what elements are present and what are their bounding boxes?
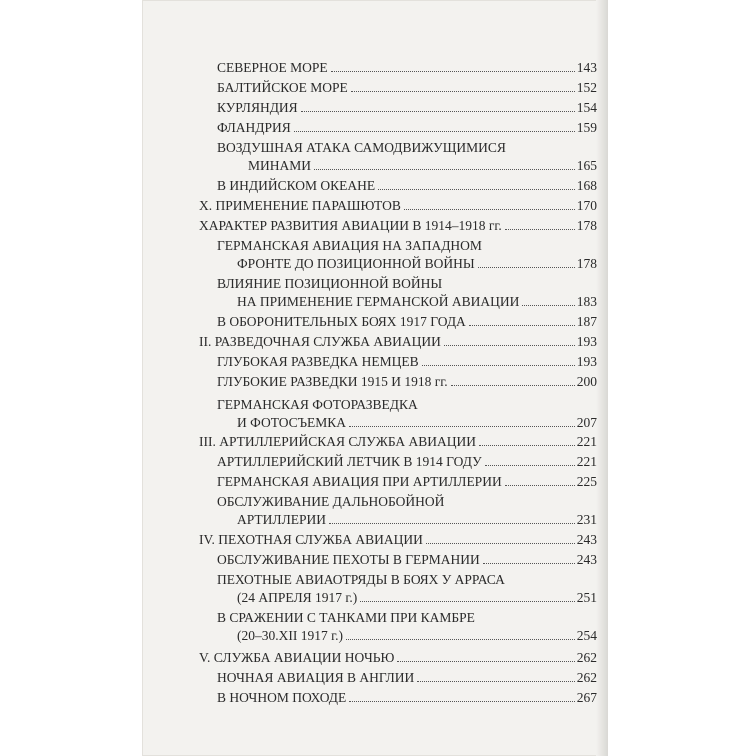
toc-page-number: 262 — [576, 650, 597, 665]
leader-dots — [404, 209, 575, 210]
leader-dots — [417, 681, 574, 682]
toc-title: СЕВЕРНОЕ МОРЕ — [217, 60, 328, 75]
toc-page-number: 183 — [576, 294, 597, 309]
leader-dots — [426, 543, 575, 544]
toc-title-line1: В СРАЖЕНИИ С ТАНКАМИ ПРИ КАМБРЕ — [217, 610, 475, 625]
toc-entry — [217, 551, 597, 569]
leader-dots — [294, 131, 575, 132]
toc-entry — [217, 237, 597, 273]
leader-dots — [469, 325, 575, 326]
toc-entry — [217, 669, 597, 687]
toc-title: НОЧНАЯ АВИАЦИЯ В АНГЛИИ — [217, 670, 415, 685]
toc-page-number: 267 — [576, 690, 597, 705]
toc-page-number: 221 — [576, 454, 597, 469]
toc-title: (20–30.XII 1917 г.) — [237, 628, 343, 643]
toc-page-number: 159 — [576, 120, 597, 135]
toc-title-line1: ОБСЛУЖИВАНИЕ ДАЛЬНОБОЙНОЙ — [217, 494, 445, 509]
leader-dots — [444, 345, 575, 346]
toc-title: (24 АПРЕЛЯ 1917 г.) — [237, 590, 358, 605]
toc-entry — [199, 197, 597, 215]
toc-title: В НОЧНОМ ПОХОДЕ — [217, 690, 347, 705]
leader-dots — [485, 465, 575, 466]
toc-page-number: 165 — [576, 158, 597, 173]
toc-title: III. АРТИЛЛЕРИЙСКАЯ СЛУЖБА АВИАЦИИ — [199, 434, 477, 449]
toc-title: В ОБОРОНИТЕЛЬНЫХ БОЯХ 1917 ГОДА — [217, 314, 466, 329]
leader-dots — [483, 563, 575, 564]
toc-page-number: 254 — [576, 628, 597, 643]
toc-title: МИНАМИ — [248, 158, 312, 173]
toc-page-number: 193 — [576, 334, 597, 349]
toc-title-line1: ПЕХОТНЫЕ АВИАОТРЯДЫ В БОЯХ У АРРАСА — [217, 572, 505, 587]
leader-dots — [478, 267, 575, 268]
toc-page-number: 143 — [576, 60, 597, 75]
leader-dots — [329, 523, 575, 524]
leader-dots — [479, 445, 575, 446]
leader-dots — [397, 661, 574, 662]
toc-title-line1: ВЛИЯНИЕ ПОЗИЦИОННОЙ ВОЙНЫ — [217, 276, 443, 291]
leader-dots — [301, 111, 575, 112]
toc-entry — [217, 313, 597, 331]
toc-entry — [217, 275, 597, 311]
toc-title: ГЕРМАНСКАЯ АВИАЦИЯ ПРИ АРТИЛЛЕРИИ — [217, 474, 502, 489]
toc-page-number: 154 — [576, 100, 597, 115]
toc-title: X. ПРИМЕНЕНИЕ ПАРАШЮТОВ — [199, 198, 401, 213]
toc-title: ОБСЛУЖИВАНИЕ ПЕХОТЫ В ГЕРМАНИИ — [217, 552, 480, 567]
toc-title-line1: ГЕРМАНСКАЯ ФОТОРАЗВЕДКА — [217, 397, 418, 412]
toc-title: ГЛУБОКИЕ РАЗВЕДКИ 1915 И 1918 гг. — [217, 374, 448, 389]
toc-entry — [217, 353, 597, 371]
toc-page-number: 168 — [576, 178, 597, 193]
toc-entry — [217, 473, 597, 491]
toc-page-number: 178 — [576, 218, 597, 233]
toc-title: БАЛТИЙСКОЕ МОРЕ — [217, 80, 348, 95]
toc-entry — [199, 531, 597, 549]
toc-entry — [199, 333, 597, 351]
leader-dots — [314, 169, 575, 170]
toc-entry — [217, 139, 597, 175]
toc-entry — [217, 79, 597, 97]
toc-title: ХАРАКТЕР РАЗВИТИЯ АВИАЦИИ В 1914–1918 гг. — [199, 218, 502, 233]
toc-title: АРТИЛЛЕРИИ — [237, 512, 326, 527]
leader-dots — [346, 639, 575, 640]
toc-entry — [199, 649, 597, 667]
toc-entry — [217, 609, 597, 645]
toc-page-number: 178 — [576, 256, 597, 271]
leader-dots — [349, 426, 575, 427]
toc-entry — [199, 433, 597, 451]
leader-dots — [522, 305, 574, 306]
leader-dots — [351, 91, 575, 92]
toc-entry — [217, 177, 597, 195]
toc-title: КУРЛЯНДИЯ — [217, 100, 298, 115]
toc-entry — [217, 571, 597, 607]
leader-dots — [378, 189, 575, 190]
toc-title: АРТИЛЛЕРИЙСКИЙ ЛЕТЧИК В 1914 ГОДУ — [217, 454, 482, 469]
toc-title-line1: ГЕРМАНСКАЯ АВИАЦИЯ НА ЗАПАДНОМ — [217, 238, 482, 253]
toc-entry — [217, 99, 597, 117]
toc-page-number: 207 — [576, 415, 597, 430]
leader-dots — [349, 701, 575, 702]
toc-title: V. СЛУЖБА АВИАЦИИ НОЧЬЮ — [199, 650, 395, 665]
toc-entry — [217, 453, 597, 471]
toc-page-number: 225 — [576, 474, 597, 489]
leader-dots — [451, 385, 575, 386]
toc-page-number: 262 — [576, 670, 597, 685]
toc-entry — [217, 119, 597, 137]
toc-entry — [217, 689, 597, 707]
toc-page-number: 221 — [576, 434, 597, 449]
toc-title: ФЛАНДРИЯ — [217, 120, 291, 135]
leader-dots — [505, 485, 575, 486]
leader-dots — [422, 365, 575, 366]
leader-dots — [331, 71, 575, 72]
toc-entry — [199, 217, 597, 235]
toc-page-number: 231 — [576, 512, 597, 527]
toc-entry — [217, 396, 597, 432]
toc-page-number: 187 — [576, 314, 597, 329]
toc-title: И ФОТОСЪЕМКА — [237, 415, 347, 430]
leader-dots — [360, 601, 575, 602]
toc-page-number: 200 — [576, 374, 597, 389]
toc-title-line1: ВОЗДУШНАЯ АТАКА САМОДВИЖУЩИМИСЯ — [217, 140, 506, 155]
leader-dots — [505, 229, 575, 230]
toc-page-number: 170 — [576, 198, 597, 213]
toc-entry — [217, 493, 597, 529]
toc-title: ФРОНТЕ ДО ПОЗИЦИОННОЙ ВОЙНЫ — [237, 256, 475, 271]
toc-page-number: 243 — [576, 552, 597, 567]
toc-page-number: 193 — [576, 354, 597, 369]
toc-title: НА ПРИМЕНЕНИЕ ГЕРМАНСКОЙ АВИАЦИИ — [237, 294, 520, 309]
toc-page-number: 152 — [576, 80, 597, 95]
toc-entry — [217, 59, 597, 77]
toc-page-number: 251 — [576, 590, 597, 605]
toc-title: В ИНДИЙСКОМ ОКЕАНЕ — [217, 178, 376, 193]
toc-title: II. РАЗВЕДОЧНАЯ СЛУЖБА АВИАЦИИ — [199, 334, 441, 349]
toc-title: IV. ПЕХОТНАЯ СЛУЖБА АВИАЦИИ — [199, 532, 423, 547]
toc-title: ГЛУБОКАЯ РАЗВЕДКА НЕМЦЕВ — [217, 354, 419, 369]
toc-entry — [217, 373, 597, 391]
toc-page-number: 243 — [576, 532, 597, 547]
